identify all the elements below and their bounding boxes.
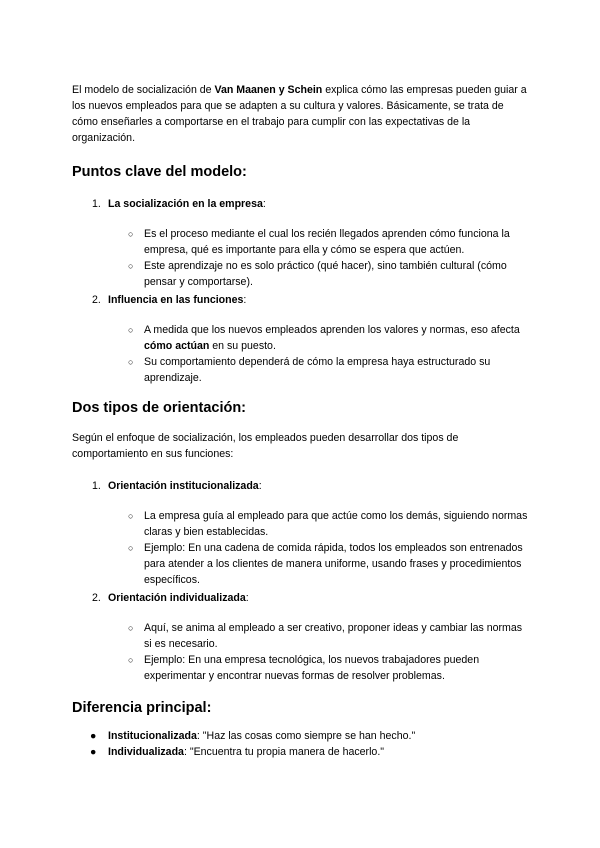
circle-bullet-icon: ○ (128, 325, 134, 335)
circle-bullet-icon: ○ (128, 543, 134, 553)
difference-item (72, 744, 528, 760)
orientation-item (72, 478, 528, 588)
orientation-item (72, 590, 528, 684)
key-point-title (108, 292, 528, 308)
sub-list (108, 508, 528, 588)
difference-item (72, 728, 528, 744)
circle-bullet-icon: ○ (128, 229, 134, 239)
sub-list-item (108, 226, 528, 258)
circle-bullet-icon: ○ (128, 357, 134, 367)
circle-bullet-icon: ○ (128, 261, 134, 271)
list-number: 1. (92, 480, 101, 492)
key-points-list (72, 196, 528, 386)
intro-authors: Van Maanen y Schein (214, 84, 323, 96)
key-point-title (108, 196, 528, 212)
intro-text-start: El modelo de socialización de (72, 84, 215, 96)
orientation-title (108, 590, 528, 606)
sub-list-item (108, 354, 528, 386)
circle-bullet-icon: ○ (128, 623, 134, 633)
key-point-title-text: Influencia en las funciones (108, 294, 244, 306)
sub-list (108, 322, 528, 386)
heading-key-points: Puntos clave del modelo: (72, 164, 247, 180)
orientation-title (108, 478, 528, 494)
sub-item-text-end: en su puesto. (209, 340, 276, 352)
circle-bullet-icon: ○ (128, 511, 134, 521)
sub-list (108, 226, 528, 290)
sub-list-item (108, 620, 528, 652)
circle-bullet-icon: ○ (128, 655, 134, 665)
sub-item-text: Ejemplo: En una empresa tecnológica, los nuevos trabajadores pueden experimentar y encontrar nuevas formas de resolver problemas. (144, 654, 480, 682)
colon: : (245, 592, 249, 604)
orientation-intro: Según el enfoque de socialización, los empleados pueden desarrollar dos tipos de comportamiento en sus funciones: (72, 432, 459, 460)
heading-main-difference: Diferencia principal: (72, 700, 212, 716)
sub-item-text: La empresa guía al empleado para que actúe como los demás, siguiendo normas claras y bien establecidas. (144, 510, 528, 538)
orientation-title-text: Orientación individualizada (108, 592, 246, 604)
list-number: 1. (92, 198, 101, 210)
list-number: 2. (92, 592, 101, 604)
sub-list-item (108, 652, 528, 684)
sub-item-text: Su comportamiento dependerá de cómo la empresa haya estructurado su aprendizaje. (144, 356, 491, 384)
key-point-item (72, 196, 528, 290)
sub-list-item (108, 322, 528, 354)
difference-term: Institucionalizada (108, 730, 197, 742)
colon: : (262, 198, 266, 210)
difference-list (72, 728, 528, 760)
sub-item-text: A medida que los nuevos empleados aprenden los valores y normas, eso afecta (144, 324, 520, 336)
sub-list-item (108, 540, 528, 588)
sub-list-item (108, 258, 528, 290)
intro-text-end: explica cómo las empresas pueden guiar a los nuevos empleados para que se adapten a su cultura y valores. Básicamente, se trata de cómo enseñarles a comportarse en el trabajo para cumplir con las expectativas de la organización. (72, 84, 527, 144)
key-point-title-text: La socialización en la empresa (108, 198, 263, 210)
bullet-dot-icon: ● (90, 730, 97, 742)
heading-orientation-types: Dos tipos de orientación: (72, 400, 247, 416)
sub-list-item (108, 508, 528, 540)
list-number: 2. (92, 294, 101, 306)
bullet-dot-icon: ● (90, 746, 97, 758)
sub-item-text: Aquí, se anima al empleado a ser creativo, proponer ideas y cambiar las normas si es necesario. (144, 622, 523, 650)
difference-term: Individualizada (108, 746, 184, 758)
orientation-list (72, 478, 528, 684)
sub-item-text: Es el proceso mediante el cual los recién llegados aprenden cómo funciona la empresa, qué es importante para ella y cómo se espera que actúen. (144, 228, 510, 256)
sub-item-text: Ejemplo: En una cadena de comida rápida, todos los empleados son entrenados para atender a los clientes de manera uniforme, usando frases y procedimientos específicos. (144, 542, 523, 586)
sub-item-text: Este aprendizaje no es solo práctico (qué hacer), sino también cultural (cómo pensar y comportarse). (144, 260, 507, 288)
key-point-item (72, 292, 528, 386)
difference-text: : "Haz las cosas como siempre se han hecho." (196, 730, 416, 742)
orientation-title-text: Orientación institucionalizada (108, 480, 259, 492)
sub-item-bold: cómo actúan (144, 340, 210, 352)
colon: : (258, 480, 262, 492)
difference-text: : "Encuentra tu propia manera de hacerlo." (183, 746, 385, 758)
colon: : (243, 294, 247, 306)
intro-paragraph (72, 82, 528, 146)
sub-list (108, 620, 528, 684)
